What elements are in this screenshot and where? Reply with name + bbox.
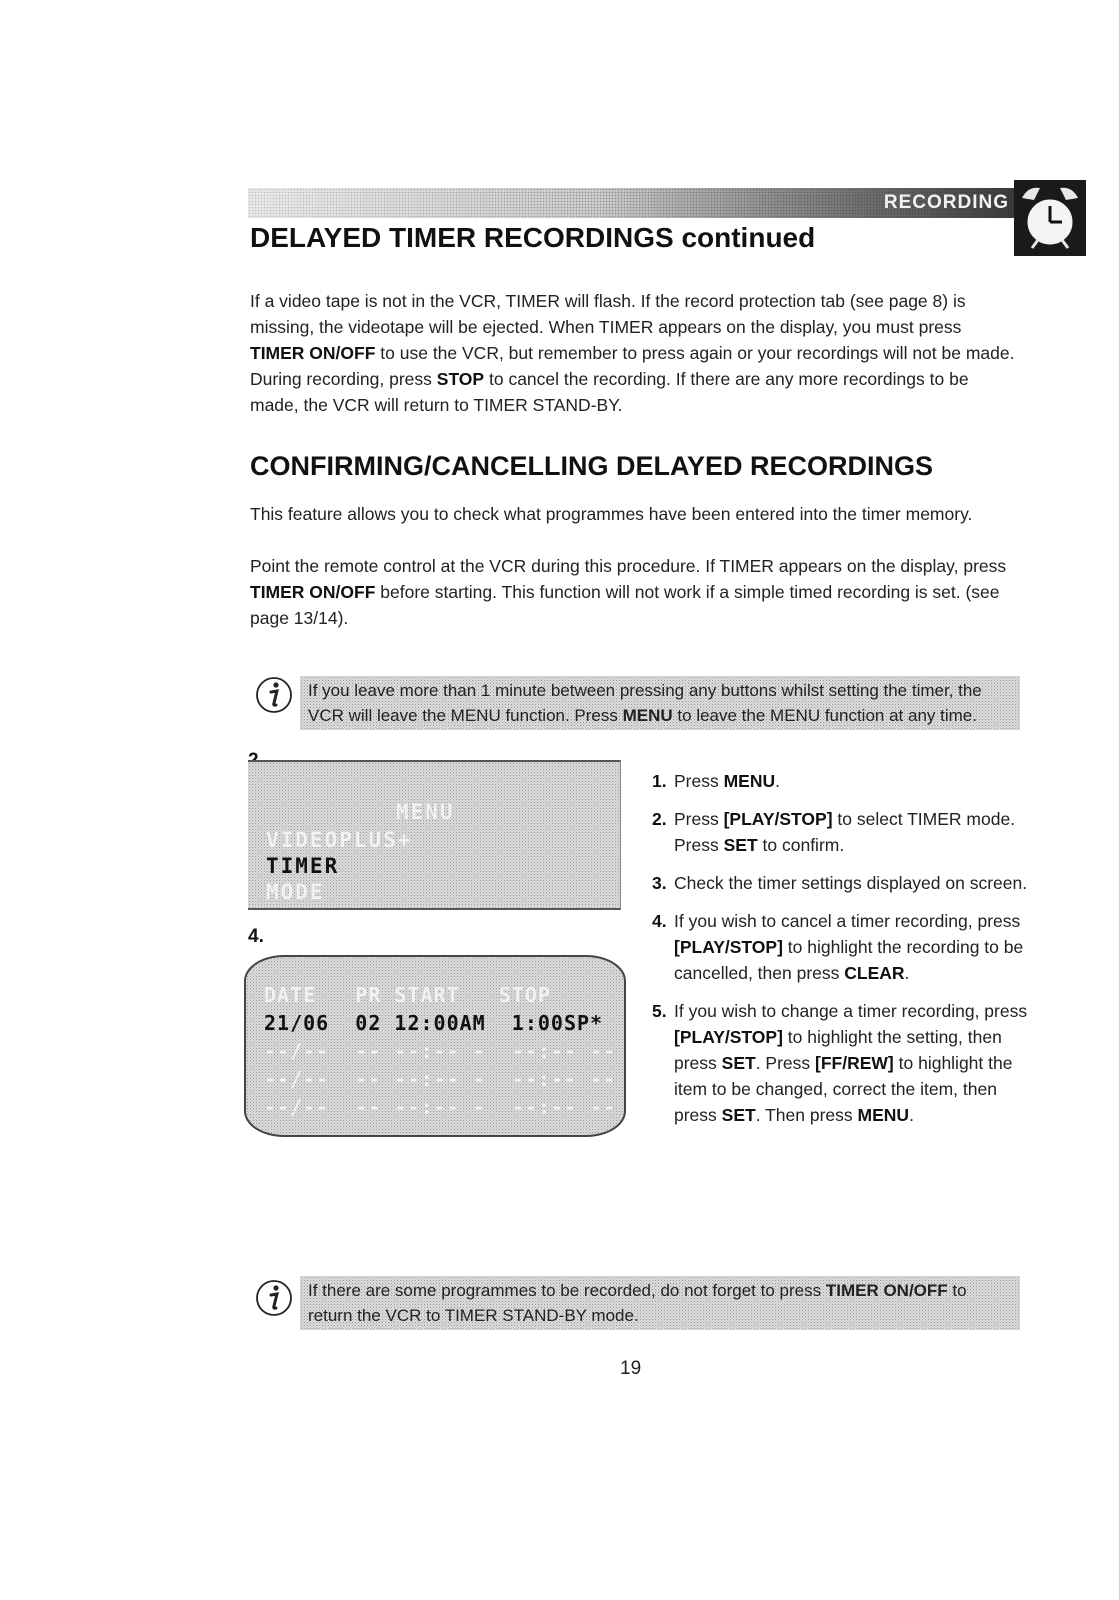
step-text: to highlight the item to be changed, correct the item, then press (674, 1053, 1013, 1125)
menu-line: MODE (266, 880, 325, 904)
menu-line-selected: TIMER (266, 854, 340, 878)
button-name: [PLAY/STOP] (723, 809, 833, 829)
step-text: If you wish to change a timer recording, press (674, 1001, 1028, 1021)
button-name: SET (721, 1105, 756, 1125)
info-icon (254, 675, 294, 715)
step-item (652, 870, 1032, 896)
menu-screen (248, 760, 621, 910)
page-number: 19 (620, 1358, 642, 1379)
step-text: to confirm. (757, 835, 845, 855)
button-name: MENU (857, 1105, 910, 1125)
step-number: 4. (652, 911, 667, 931)
button-name: [PLAY/STOP] (674, 1027, 783, 1047)
step-text: to select TIMER mode. Press (674, 809, 1016, 855)
button-name: SET (723, 835, 758, 855)
button-name: [FF/REW] (815, 1053, 894, 1073)
info-note: If you leave more than 1 minute between pressing any buttons whilst setting the timer, the VCR will leave the MENU function. Press MENU to leave the MENU function at any time. (300, 676, 1020, 730)
intro-paragraph: If a video tape is not in the VCR, TIMER will flash. If the record protection tab (see page 8) is missing, the videotape will be ejected. When TIMER appears on the display, you must press TIMER ON/OFF to use the VCR, but remember to press again or your recordings will not be made. During recording, press STOP to cancel the recording. If there are any more recordings to be made, the VCR will return to TIMER STAND-BY. (250, 291, 1015, 415)
info-icon (254, 1278, 294, 1318)
timer-row: 21/06 02 12:00AM 1:00SP* (264, 1011, 604, 1035)
step-text: . (909, 1105, 914, 1125)
step-item (652, 768, 1032, 794)
steps-list (652, 768, 1032, 1140)
step-text: Press (674, 771, 724, 791)
step-number: 1. (652, 771, 667, 791)
step-text: . Then press (755, 1105, 858, 1125)
section-title: CONFIRMING/CANCELLING DELAYED RECORDINGS (250, 451, 934, 481)
step-item (652, 908, 1032, 986)
button-name: CLEAR (844, 963, 905, 983)
button-name: [PLAY/STOP] (674, 937, 783, 957)
timer-row: --/-- -- --:-- - --:-- -- (264, 1067, 617, 1091)
timer-row: --/-- -- --:-- - --:-- -- (264, 1095, 617, 1119)
step-text: to highlight the setting, then press (674, 1027, 1002, 1073)
step-text: . Press (755, 1053, 816, 1073)
step-text: to highlight the recording to be cancelled, then press (674, 937, 1024, 983)
timer-row: --/-- -- --:-- - --:-- -- (264, 1039, 617, 1063)
timer-header: DATE PR START STOP (264, 983, 551, 1007)
feature-description: This feature allows you to check what programmes have been entered into the timer memory. (250, 504, 973, 524)
section-label: RECORDING (883, 192, 1009, 213)
timer-screen (244, 955, 626, 1137)
step-text: Press (674, 809, 724, 829)
step-text: Check the timer settings displayed on screen. (674, 873, 1028, 893)
menu-line: VIDEOPLUS+ (266, 828, 413, 852)
page-title: DELAYED TIMER RECORDINGS continued (250, 222, 816, 253)
section-banner (248, 188, 1023, 218)
step-item (652, 998, 1032, 1128)
procedure-note: Point the remote control at the VCR during this procedure. If TIMER appears on the display, press TIMER ON/OFF before starting. This function will not work if a simple timed recording is set. (see page 13/14). (250, 556, 1007, 628)
step-number: 5. (652, 1001, 667, 1021)
info-note: If there are some programmes to be recorded, do not forget to press TIMER ON/OFF to return the VCR to TIMER STAND-BY mode. (300, 1276, 1020, 1330)
alarm-clock-icon (1014, 180, 1086, 256)
menu-line: MENU (396, 800, 455, 824)
figure-label: 4. (248, 926, 264, 947)
button-name: MENU (723, 771, 776, 791)
step-number: 2. (652, 809, 667, 829)
step-text: . (904, 963, 910, 983)
step-item (652, 806, 1032, 858)
step-text: If you wish to cancel a timer recording, press (674, 911, 1021, 931)
step-number: 3. (652, 873, 667, 893)
step-text: . (775, 771, 781, 791)
button-name: SET (721, 1053, 756, 1073)
